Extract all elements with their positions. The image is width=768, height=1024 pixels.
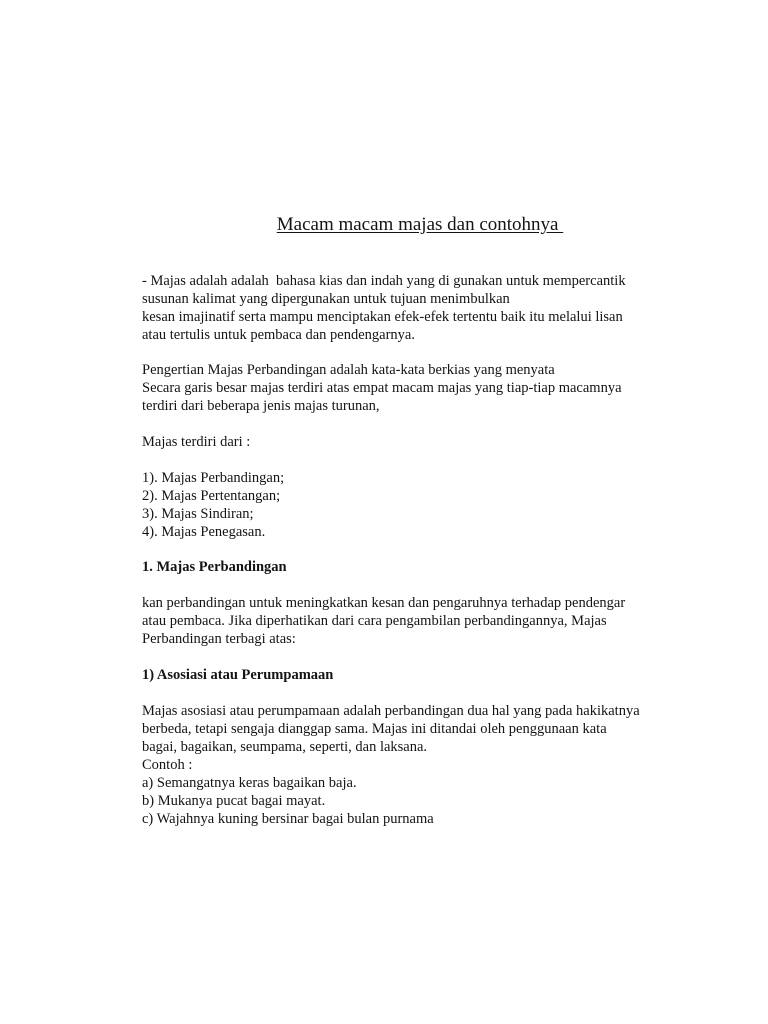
list-item: 1). Majas Perbandingan;	[142, 470, 285, 486]
subsection-line-3: bagai, bagaikan, seumpama, seperti, dan laksana.	[142, 739, 428, 755]
intro-line-3: kesan imajinatif serta mampu menciptakan efek-efek tertentu baik itu melalui lisan	[142, 309, 623, 325]
intro-line-1: - Majas adalah adalah bahasa kias dan indah yang di gunakan untuk mempercantik	[142, 273, 626, 289]
list-intro: Majas terdiri dari :	[142, 434, 251, 450]
list-item: 2). Majas Pertentangan;	[142, 488, 281, 504]
example-item: b) Mukanya pucat bagai mayat.	[142, 793, 326, 809]
section-line-1: kan perbandingan untuk meningkatkan kesan dan pengaruhnya terhadap pendengar	[142, 595, 626, 611]
list-item: 3). Majas Sindiran;	[142, 506, 254, 522]
list-item: 4). Majas Penegasan.	[142, 524, 266, 540]
subsection-heading: 1) Asosiasi atau Perumpamaan	[142, 667, 334, 683]
definition-line-1: Pengertian Majas Perbandingan adalah kata-kata berkias yang menyata	[142, 362, 555, 378]
definition-line-2: Secara garis besar majas terdiri atas empat macam majas yang tiap-tiap macamnya	[142, 380, 622, 396]
section-heading: 1. Majas Perbandingan	[142, 559, 287, 575]
example-item: c) Wajahnya kuning bersinar bagai bulan purnama	[142, 811, 434, 827]
example-item: a) Semangatnya keras bagaikan baja.	[142, 775, 357, 791]
section-line-3: Perbandingan terbagi atas:	[142, 631, 296, 647]
definition-line-3: terdiri dari beberapa jenis majas turunan,	[142, 398, 380, 414]
example-label: Contoh :	[142, 757, 193, 773]
intro-line-4: atau tertulis untuk pembaca dan pendengarnya.	[142, 327, 415, 343]
subsection-line-2: berbeda, tetapi sengaja dianggap sama. Majas ini ditandai oleh penggunaan kata	[142, 721, 607, 737]
section-line-2: atau pembaca. Jika diperhatikan dari cara pengambilan perbandingannya, Majas	[142, 613, 607, 629]
intro-line-2: susunan kalimat yang dipergunakan untuk tujuan menimbulkan	[142, 291, 510, 307]
document-title: Macam macam majas dan contohnya	[276, 214, 564, 235]
subsection-line-1: Majas asosiasi atau perumpamaan adalah perbandingan dua hal yang pada hakikatnya	[142, 703, 640, 719]
